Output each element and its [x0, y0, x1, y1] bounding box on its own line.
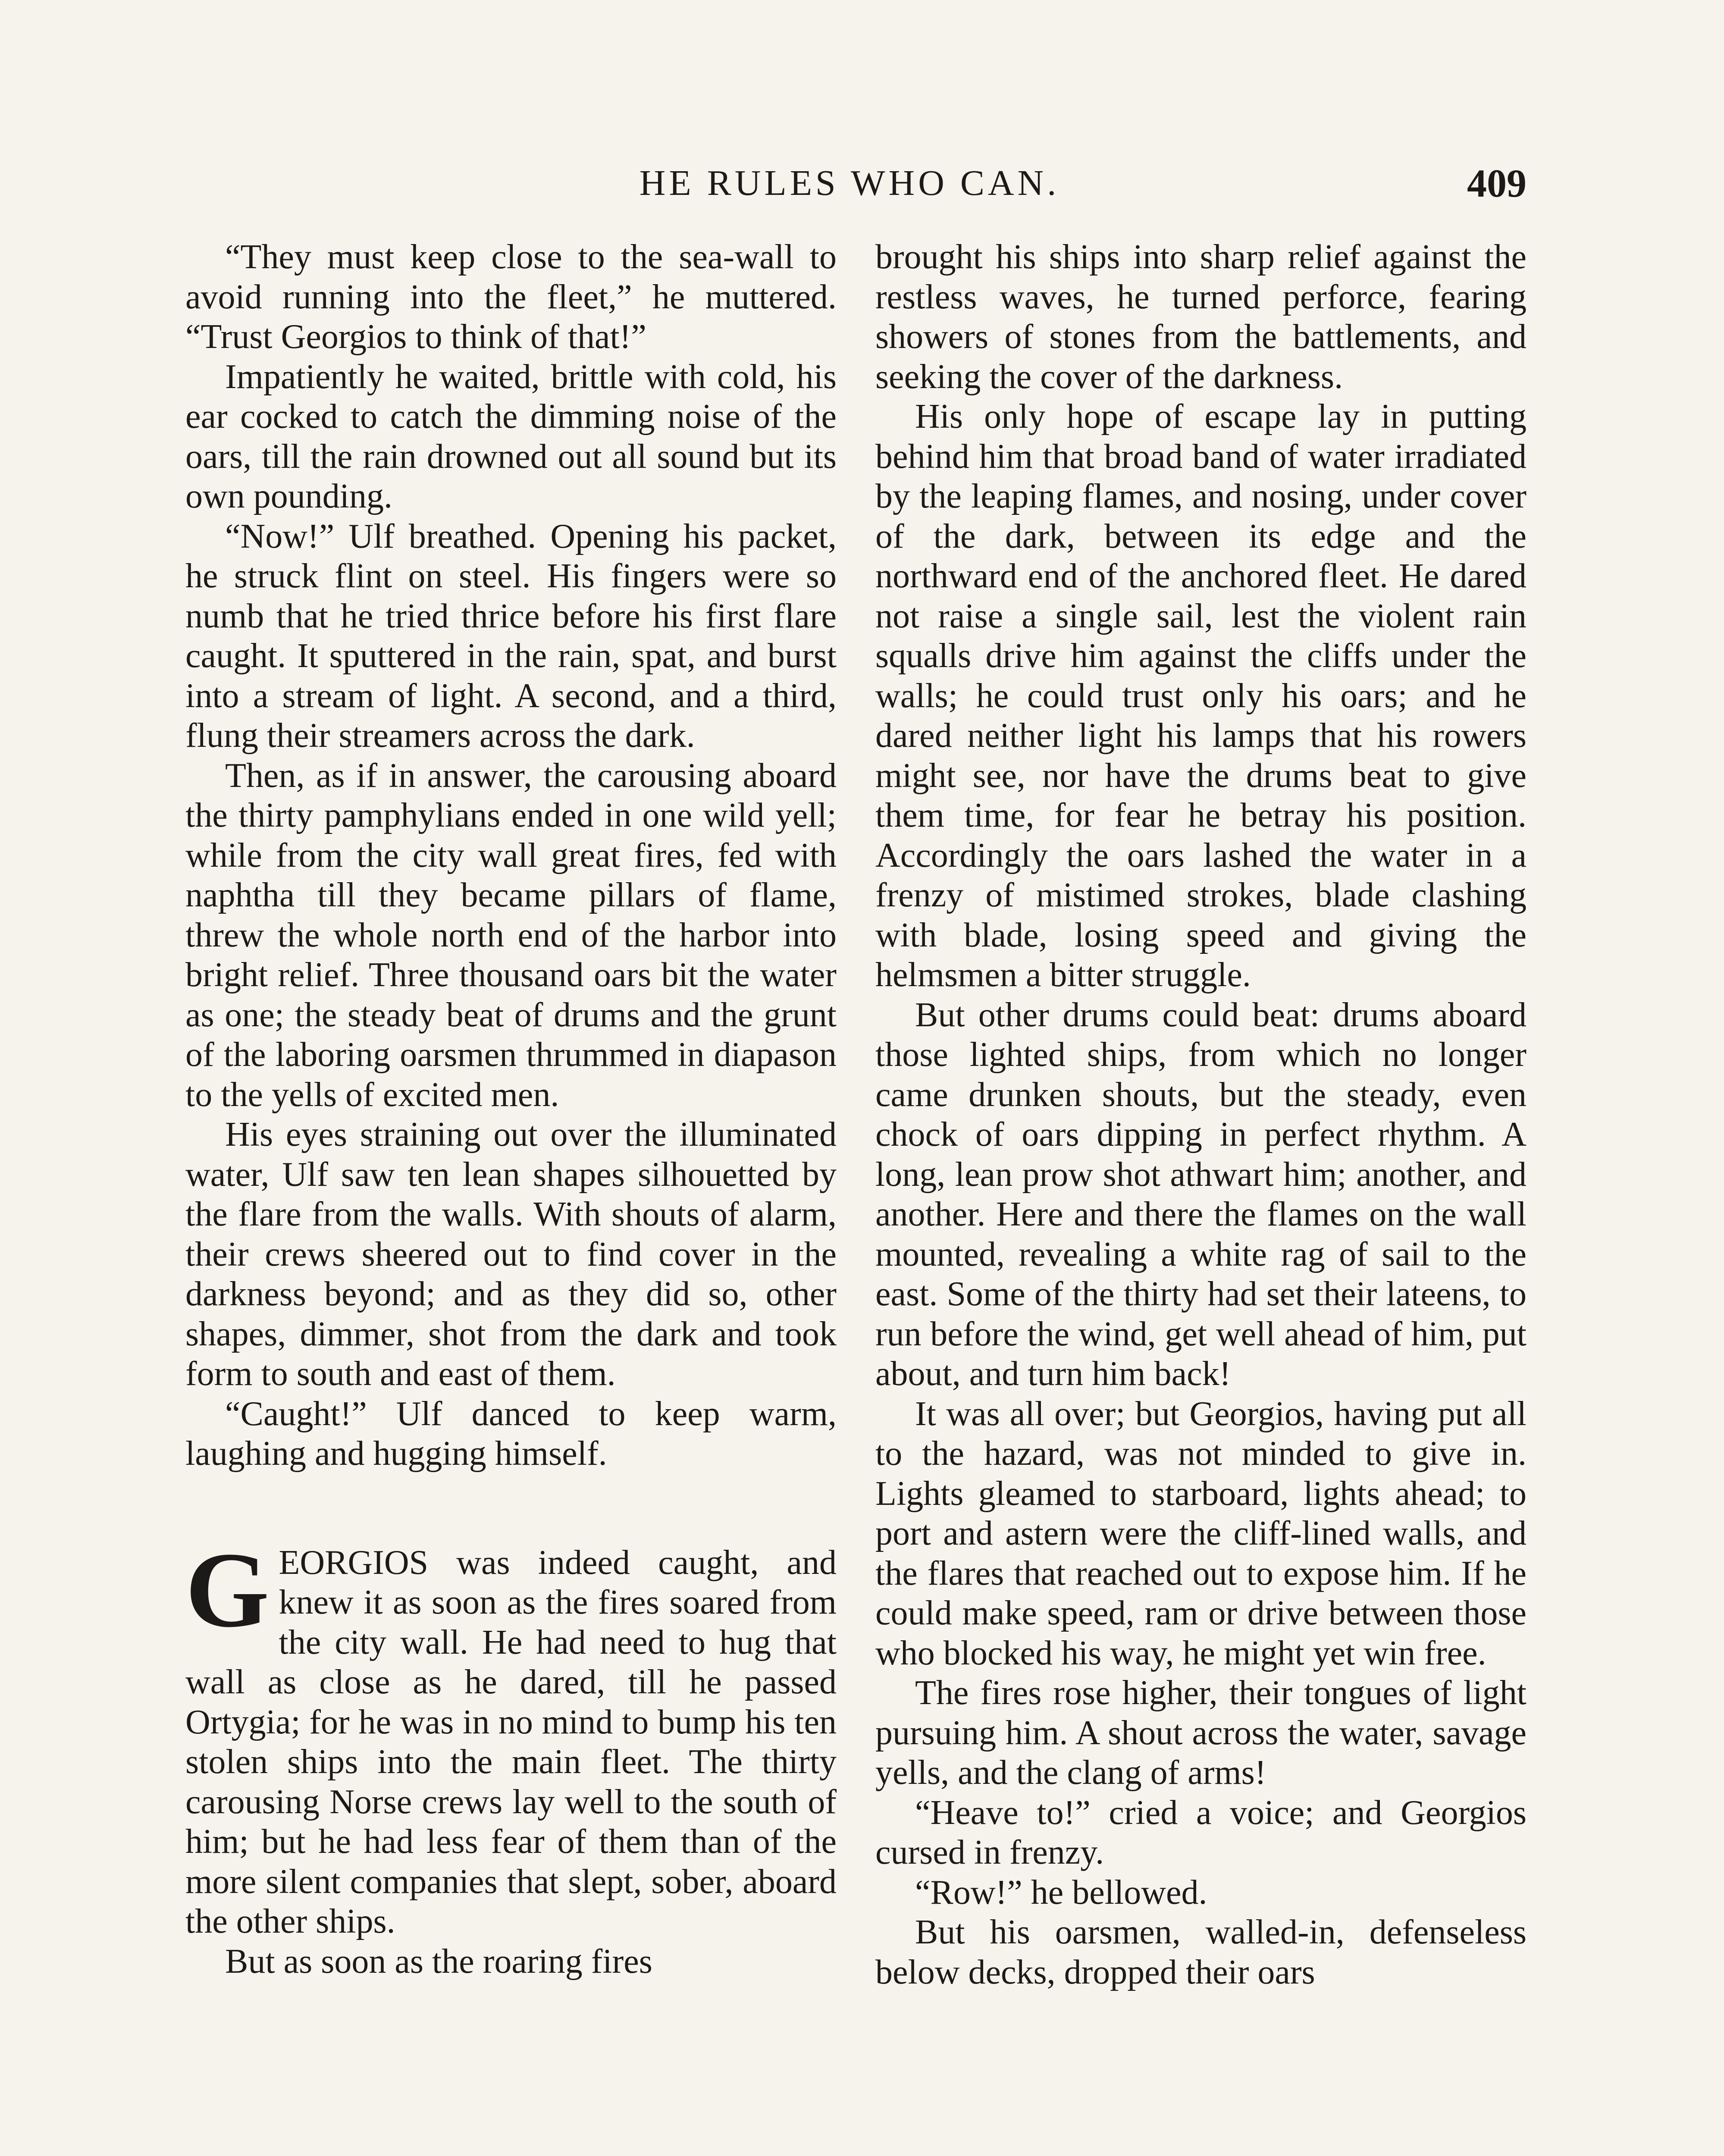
- paragraph: His eyes straining out over the illuminated water, Ulf saw ten lean shapes silhouetted by the flare from the walls. With shouts of alarm, their crews sheered out to find cover in the darkness beyond; and as they did so, other shapes, dimmer, shot from the dark and took form to south and east of them.: [185, 1116, 837, 1393]
- section-start-text: EORGIOS was indeed caught, and knew it as soon as the fires soared from the city wall. He had need to hug that wall as close as he dared, till he passed Ortygia; for he was in no mind to bump his ten stolen ships into the main fleet. The thirty carousing Norse crews lay well to the south of him; but he had less fear of them than of the more silent companies that slept, sober, aboard the other ships.: [185, 1543, 837, 1940]
- paragraph: “They must keep close to the sea-wall to avoid running into the fleet,” he muttered. “Trust Georgios to think of that!”: [185, 238, 837, 356]
- continued-paragraph: brought his ships into sharp relief against the restless waves, he turned perforce, fearing showers of stones from the battlements, and seeking the cover of the darkness.: [875, 238, 1527, 396]
- left-column: [185, 237, 837, 1981]
- running-title: HE RULES WHO CAN.: [639, 163, 1060, 203]
- paragraph: “Heave to!” cried a voice; and Georgios cursed in frenzy.: [875, 1793, 1527, 1871]
- paragraph: But other drums could beat: drums aboard those lighted ships, from which no longer came drunken shouts, but the steady, even chock of oars dipping in perfect rhythm. A long, lean prow shot athwart him; another, and another. Here and there the flames on the wall mounted, revealing a white rag of sail to the east. Some of the thirty had set their lateens, to run before the wind, get well ahead of him, put about, and turn him back!: [875, 996, 1527, 1393]
- paragraph: But his oarsmen, walled-in, defenseless below decks, dropped their oars: [875, 1913, 1527, 1991]
- page-header: [172, 155, 1527, 211]
- paragraph: “Row!” he bellowed.: [915, 1873, 1207, 1912]
- paragraph: Impatiently he waited, brittle with cold, his ear cocked to catch the dimming noise of the oars, till the rain drowned out all sound but its own pounding.: [185, 357, 837, 515]
- paragraph: His only hope of escape lay in putting behind him that broad band of water irradiated by the leaping flames, and nosing, under cover of the dark, between its edge and the northward end of the anchored fleet. He dared not raise a single sail, lest the violent rain squalls drive him against the cliffs under the walls; he could trust only his oars; and he dared neither light his lamps that his rowers might see, nor have the drums beat to give them time, for fear he betray his position. Accordingly the oars lashed the water in a frenzy of mistimed strokes, blade clashing with blade, losing speed and giving the helmsmen a bitter struggle.: [875, 398, 1527, 994]
- paragraph: But as soon as the roaring fires: [225, 1942, 652, 1981]
- paragraph: “Now!” Ulf breathed. Opening his packet, he struck flint on steel. His fingers were so numb that he tried thrice before his first flare caught. It sputtered in the rain, spat, and burst into a stream of light. A second, and a third, flung their streamers across the dark.: [185, 517, 837, 755]
- right-column: [875, 237, 1527, 1992]
- paragraph: It was all over; but Georgios, having put all to the hazard, was not minded to give in. Lights gleamed to starboard, lights ahead; to port and astern were the cliff-lined walls, and the flares that reached out to expose him. If he could make speed, ram or drive between those who blocked his way, he might yet win free.: [875, 1395, 1527, 1672]
- paragraph: Then, as if in answer, the carousing aboard the thirty pamphylians ended in one wild yell; while from the city wall great fires, fed with naphtha till they became pillars of flame, threw the whole north end of the harbor into bright relief. Three thousand oars bit the water as one; the steady beat of drums and the grunt of the laboring oarsmen thrummed in diapason to the yells of excited men.: [185, 756, 837, 1114]
- drop-cap: G: [185, 1530, 270, 1650]
- paragraph: The fires rose higher, their tongues of light pursuing him. A shout across the water, savage yells, and the clang of arms!: [875, 1674, 1527, 1792]
- paragraph: “Caught!” Ulf danced to keep warm, laughing and hugging himself.: [185, 1395, 837, 1473]
- section-start-paragraph: [185, 1530, 837, 1942]
- page-number: 409: [1467, 161, 1527, 205]
